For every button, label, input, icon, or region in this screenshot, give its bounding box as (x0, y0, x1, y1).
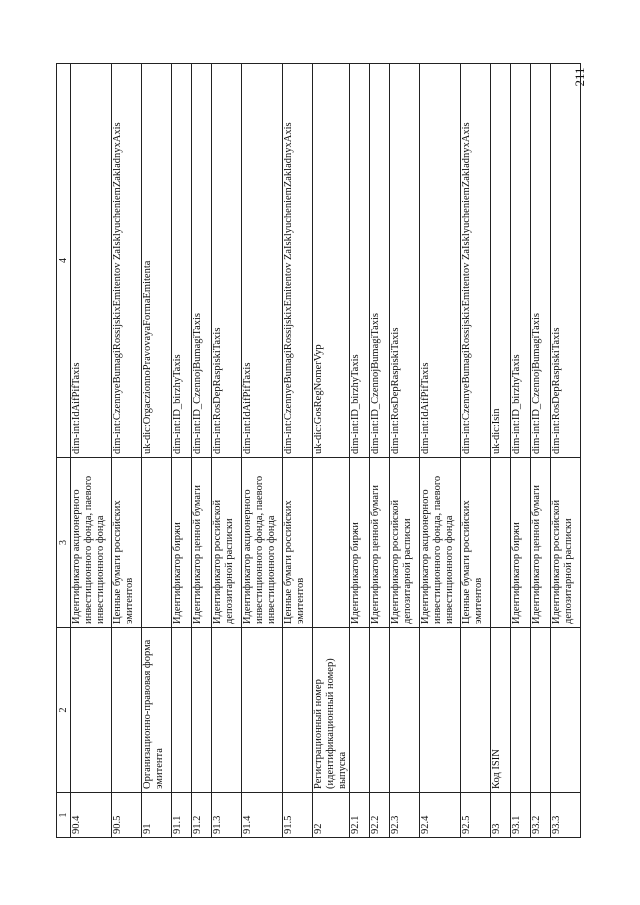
dimension-description-cell: Ценные бумаги российских эмитентов (283, 458, 313, 628)
dimension-description-cell: Идентификатор российской депозитарной расписки (390, 458, 420, 628)
table-row (112, 64, 142, 838)
page-number: 211 (572, 67, 587, 87)
indicator-name-cell (192, 628, 212, 793)
row-number-cell: 93.2 (531, 793, 551, 838)
row-number-cell: 91.3 (212, 793, 242, 838)
dimension-description-cell: Идентификатор акционерного инвестиционного фонда, паевого инвестиционного фонда (420, 458, 461, 628)
taxonomy-code-cell: uk-dic:GosRegNomerVyp (313, 64, 350, 458)
row-number-cell: 92.5 (461, 793, 491, 838)
indicator-name-cell (71, 628, 112, 793)
row-number-cell: 90.5 (112, 793, 142, 838)
indicator-name-cell (461, 628, 491, 793)
dimension-description-cell: Идентификатор акционерного инвестиционного фонда, паевого инвестиционного фонда (242, 458, 283, 628)
row-number-cell: 93.3 (551, 793, 581, 838)
column-number-cell: 3 (57, 458, 71, 628)
indicator-name-cell (551, 628, 581, 793)
indicator-name-cell (212, 628, 242, 793)
indicator-name-cell: Регистрационный номер (идентификационный номер) выпуска (313, 628, 350, 793)
column-number-cell: 1 (57, 793, 71, 838)
table-row (390, 64, 420, 838)
row-number-cell: 92.1 (350, 793, 370, 838)
dimension-description-cell: Идентификатор биржи (172, 458, 192, 628)
row-number-cell: 93 (491, 793, 511, 838)
table-row (370, 64, 390, 838)
dimension-description-cell: Идентификатор биржи (350, 458, 370, 628)
row-number-cell: 92.2 (370, 793, 390, 838)
table-row (142, 64, 172, 838)
indicator-name-cell: Организационно-правовая форма эмитента (142, 628, 172, 793)
indicator-name-cell (283, 628, 313, 793)
row-number-cell: 92.3 (390, 793, 420, 838)
indicator-name-cell (112, 628, 142, 793)
dimension-description-cell: Идентификатор российской депозитарной расписки (212, 458, 242, 628)
taxonomy-code-cell: dim-int:ID_CzennojBumagiTaxis (192, 64, 212, 458)
dimension-description-cell: Идентификатор ценной бумаги (531, 458, 551, 628)
taxonomy-code-cell: dim-int:CzennyeBumagiRossijskixEmitentov ZaIsklyucheniemZakladnyxAxis (283, 64, 313, 458)
row-number-cell: 92.4 (420, 793, 461, 838)
row-number-cell: 91.2 (192, 793, 212, 838)
table-row (491, 64, 511, 838)
taxonomy-code-cell: dim-int:ID_CzennojBumagiTaxis (531, 64, 551, 458)
table-row (242, 64, 283, 838)
taxonomy-code-cell: dim-int:RosDepRaspiskiTaxis (212, 64, 242, 458)
table-row (212, 64, 242, 838)
indicator-name-cell (390, 628, 420, 793)
column-number-row (57, 64, 71, 838)
table-row (531, 64, 551, 838)
dimension-description-cell: Идентификатор ценной бумаги (192, 458, 212, 628)
dimension-description-cell (313, 458, 350, 628)
dimension-description-cell: Идентификатор ценной бумаги (370, 458, 390, 628)
indicator-name-cell: Код ISIN (491, 628, 511, 793)
taxonomy-code-cell: dim-int:ID_CzennojBumagiTaxis (370, 64, 390, 458)
table-row (71, 64, 112, 838)
taxonomy-code-cell: dim-int:CzennyeBumagiRossijskixEmitentov ZaIsklyucheniemZakladnyxAxis (112, 64, 142, 458)
taxonomy-code-cell: dim-int:CzennyeBumagiRossijskixEmitentov ZaIsklyucheniemZakladnyxAxis (461, 64, 491, 458)
row-number-cell: 91 (142, 793, 172, 838)
table-row (420, 64, 461, 838)
table-row (172, 64, 192, 838)
taxonomy-code-cell: dim-int:IdAifPifTaxis (242, 64, 283, 458)
indicator-name-cell (420, 628, 461, 793)
row-number-cell: 93.1 (511, 793, 531, 838)
indicator-name-cell (350, 628, 370, 793)
dimension-description-cell: Идентификатор биржи (511, 458, 531, 628)
table-row (350, 64, 370, 838)
taxonomy-table (56, 63, 581, 838)
dimension-description-cell (142, 458, 172, 628)
indicator-name-cell (511, 628, 531, 793)
indicator-name-cell (242, 628, 283, 793)
column-number-cell: 4 (57, 64, 71, 458)
table-row (192, 64, 212, 838)
row-number-cell: 91.5 (283, 793, 313, 838)
indicator-name-cell (531, 628, 551, 793)
table-row (283, 64, 313, 838)
table-row (551, 64, 581, 838)
taxonomy-code-cell: dim-int:ID_birzhyTaxis (350, 64, 370, 458)
taxonomy-code-cell: dim-int:RosDepRaspiskiTaxis (551, 64, 581, 458)
dimension-description-cell (491, 458, 511, 628)
row-number-cell: 92 (313, 793, 350, 838)
row-number-cell: 91.1 (172, 793, 192, 838)
row-number-cell: 90.4 (71, 793, 112, 838)
table-row (461, 64, 491, 838)
column-number-cell: 2 (57, 628, 71, 793)
indicator-name-cell (370, 628, 390, 793)
taxonomy-code-cell: dim-int:IdAifPifTaxis (420, 64, 461, 458)
table-row (511, 64, 531, 838)
row-number-cell: 91.4 (242, 793, 283, 838)
taxonomy-code-cell: dim-int:RosDepRaspiskiTaxis (390, 64, 420, 458)
taxonomy-code-cell: dim-int:IdAifPifTaxis (71, 64, 112, 458)
dimension-description-cell: Идентификатор российской депозитарной расписки (551, 458, 581, 628)
dimension-description-cell: Идентификатор акционерного инвестиционного фонда, паевого инвестиционного фонда (71, 458, 112, 628)
taxonomy-code-cell: uk-dic:OrgaczionnoPravovayaFormaEmitenta (142, 64, 172, 458)
indicator-name-cell (172, 628, 192, 793)
table-row (313, 64, 350, 838)
rotated-table-frame (56, 64, 574, 838)
taxonomy-code-cell: uk-dic:Isin (491, 64, 511, 458)
taxonomy-code-cell: dim-int:ID_birzhyTaxis (172, 64, 192, 458)
taxonomy-code-cell: dim-int:ID_birzhyTaxis (511, 64, 531, 458)
dimension-description-cell: Ценные бумаги российских эмитентов (112, 458, 142, 628)
dimension-description-cell: Ценные бумаги российских эмитентов (461, 458, 491, 628)
